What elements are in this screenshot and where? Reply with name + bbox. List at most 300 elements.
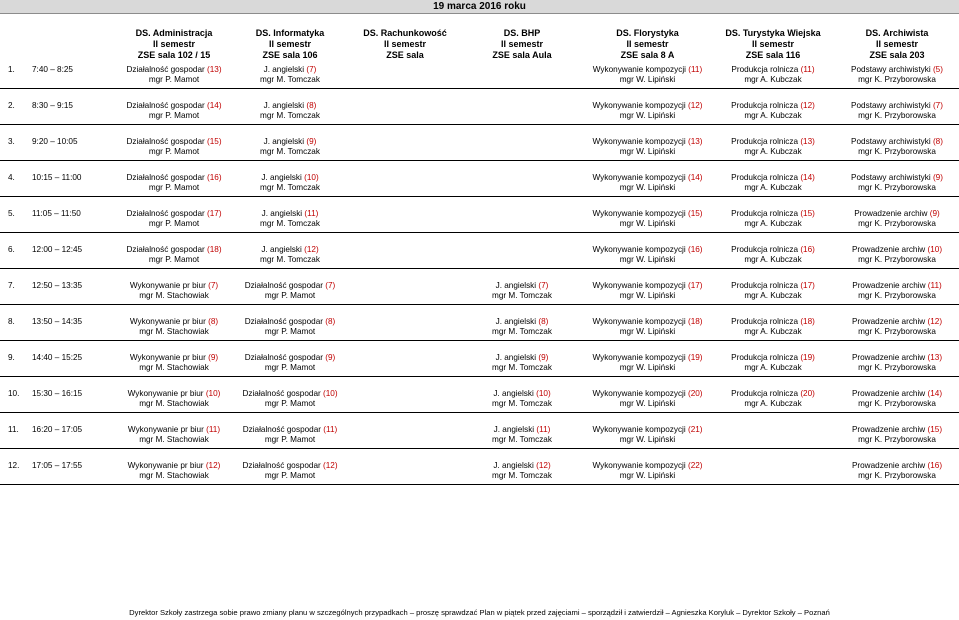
subject-name: Działalność gospodar bbox=[242, 389, 321, 398]
subject-name: Produkcja rolnicza bbox=[731, 65, 799, 74]
lesson-time-cell bbox=[0, 137, 118, 160]
subject-line bbox=[230, 245, 350, 255]
schedule-cell bbox=[230, 425, 350, 448]
schedule-cell bbox=[835, 209, 959, 232]
subject-name: Działalność gospodar bbox=[126, 173, 205, 182]
table-row bbox=[0, 137, 959, 160]
subject-name: Produkcja rolnicza bbox=[731, 317, 799, 326]
lesson-number: 1. bbox=[8, 65, 15, 74]
schedule-cell bbox=[230, 101, 350, 124]
teacher-name: mgr K. Przyborowska bbox=[858, 147, 936, 156]
schedule-cell bbox=[711, 461, 835, 484]
subject-line bbox=[460, 317, 584, 327]
session-count: (17) bbox=[207, 209, 222, 218]
subject-line bbox=[711, 281, 835, 291]
lesson-time-cell bbox=[0, 389, 118, 412]
subject-line bbox=[584, 281, 711, 291]
subject-name: Działalność gospodar bbox=[242, 461, 321, 470]
session-count: (18) bbox=[207, 245, 222, 254]
subject-name: Prowadzenie archiw bbox=[854, 209, 928, 218]
lesson-time-cell bbox=[0, 353, 118, 376]
session-count: (7) bbox=[932, 101, 943, 110]
schedule-cell bbox=[350, 389, 460, 412]
schedule-cell bbox=[835, 389, 959, 412]
subject-line bbox=[584, 353, 711, 363]
subject-line bbox=[230, 425, 350, 435]
schedule-cell bbox=[711, 317, 835, 340]
subject-line bbox=[711, 389, 835, 399]
subject-name: J. angielski bbox=[493, 425, 535, 434]
subject-name: Wykonywanie kompozycji bbox=[592, 353, 686, 362]
schedule-cell bbox=[584, 101, 711, 124]
subject-name: Wykonywanie kompozycji bbox=[592, 137, 686, 146]
schedule-cell bbox=[118, 389, 230, 412]
schedule-cell bbox=[835, 281, 959, 304]
subject-name: Podstawy archiwistyki bbox=[851, 101, 931, 110]
schedule-cell bbox=[118, 461, 230, 484]
subject-name: Wykonywanie kompozycji bbox=[592, 425, 686, 434]
teacher-name: mgr P. Mamot bbox=[264, 291, 316, 300]
schedule-cell bbox=[584, 65, 711, 88]
row-spacer bbox=[0, 232, 959, 245]
session-count: (19) bbox=[800, 353, 815, 362]
schedule-cell bbox=[118, 425, 230, 448]
teacher-name: mgr M. Stachowiak bbox=[139, 363, 209, 372]
subject-name: Wykonywanie kompozycji bbox=[592, 389, 686, 398]
teacher-name: mgr M. Tomczak bbox=[492, 327, 552, 336]
subject-name: Wykonywanie kompozycji bbox=[592, 461, 686, 470]
row-spacer bbox=[0, 340, 959, 353]
subject-line bbox=[835, 353, 959, 363]
subject-line bbox=[711, 209, 835, 219]
teacher-name: mgr P. Mamot bbox=[264, 327, 316, 336]
teacher-name: mgr K. Przyborowska bbox=[858, 435, 936, 444]
session-count: (18) bbox=[800, 317, 815, 326]
session-count: (9) bbox=[306, 137, 317, 146]
teacher-name: mgr K. Przyborowska bbox=[858, 471, 936, 480]
lesson-time: 12:00 – 12:45 bbox=[32, 245, 83, 254]
session-count: (13) bbox=[207, 65, 222, 74]
subject-line bbox=[835, 281, 959, 291]
session-count: (7) bbox=[208, 281, 219, 290]
schedule-cell bbox=[350, 137, 460, 160]
session-count: (16) bbox=[687, 245, 703, 254]
schedule-cell bbox=[460, 65, 584, 88]
subject-name: Działalność gospodar bbox=[126, 245, 205, 254]
teacher-name: mgr M. Tomczak bbox=[492, 435, 552, 444]
teacher-name: mgr W. Lipiński bbox=[619, 291, 676, 300]
subject-line bbox=[460, 353, 584, 363]
teacher-name: mgr M. Tomczak bbox=[492, 363, 552, 372]
subject-name: J. angielski bbox=[261, 245, 302, 254]
subject-line bbox=[584, 65, 711, 75]
subject-name: Prowadzenie archiw bbox=[852, 281, 926, 290]
schedule-cell bbox=[118, 65, 230, 88]
schedule-cell bbox=[350, 101, 460, 124]
subject-line bbox=[835, 245, 959, 255]
teacher-name: mgr M. Tomczak bbox=[260, 111, 320, 120]
lesson-time: 7:40 – 8:25 bbox=[32, 65, 73, 74]
schedule-cell bbox=[711, 101, 835, 124]
session-count: (10) bbox=[536, 389, 551, 398]
teacher-name: mgr A. Kubczak bbox=[744, 75, 802, 84]
subject-line bbox=[584, 461, 711, 471]
session-count: (21) bbox=[687, 425, 703, 434]
subject-name: Działalność gospodar bbox=[126, 65, 205, 74]
table-row bbox=[0, 101, 959, 124]
subject-line bbox=[118, 389, 230, 399]
column-header-florystyka: DS. Florystyka II semestr ZSE sala 8 A bbox=[616, 28, 679, 60]
subject-line bbox=[118, 101, 230, 111]
schedule-cell bbox=[711, 65, 835, 88]
subject-name: Produkcja rolnicza bbox=[731, 173, 799, 182]
teacher-name: mgr W. Lipiński bbox=[619, 183, 676, 192]
session-count: (17) bbox=[800, 281, 815, 290]
lesson-number: 8. bbox=[8, 317, 15, 326]
lesson-time-cell bbox=[0, 65, 118, 88]
session-count: (15) bbox=[207, 137, 222, 146]
session-count: (7) bbox=[306, 65, 317, 74]
subject-line bbox=[835, 461, 959, 471]
session-count: (12) bbox=[304, 245, 319, 254]
subject-name: Wykonywanie kompozycji bbox=[592, 173, 686, 182]
schedule-cell bbox=[460, 353, 584, 376]
teacher-name: mgr M. Tomczak bbox=[492, 399, 552, 408]
lesson-time: 11:05 – 11:50 bbox=[32, 209, 81, 218]
row-spacer bbox=[0, 304, 959, 317]
lesson-number: 6. bbox=[8, 245, 15, 254]
schedule-cell bbox=[711, 245, 835, 268]
session-count: (8) bbox=[208, 317, 219, 326]
session-count: (17) bbox=[687, 281, 703, 290]
schedule-cell bbox=[230, 173, 350, 196]
subject-name: Wykonywanie kompozycji bbox=[592, 209, 686, 218]
subject-line bbox=[835, 317, 959, 327]
schedule-cell bbox=[118, 101, 230, 124]
subject-line bbox=[118, 317, 230, 327]
session-count: (12) bbox=[323, 461, 338, 470]
column-header-informatyka: DS. Informatyka II semestr ZSE sala 106 bbox=[255, 28, 325, 60]
session-count: (9) bbox=[929, 209, 940, 218]
lesson-number: 11. bbox=[8, 425, 19, 434]
teacher-name: mgr P. Mamot bbox=[148, 219, 200, 228]
teacher-name: mgr A. Kubczak bbox=[744, 363, 802, 372]
teacher-name: mgr W. Lipiński bbox=[619, 147, 676, 156]
row-spacer bbox=[0, 412, 959, 425]
column-header-row bbox=[0, 28, 959, 65]
session-count: (15) bbox=[927, 425, 943, 434]
teacher-name: mgr M. Stachowiak bbox=[139, 471, 209, 480]
table-row bbox=[0, 245, 959, 268]
schedule-cell bbox=[350, 209, 460, 232]
subject-line bbox=[835, 425, 959, 435]
subject-name: Wykonywanie pr biur bbox=[127, 425, 204, 434]
schedule-cell bbox=[460, 101, 584, 124]
subject-name: Działalność gospodar bbox=[126, 137, 205, 146]
teacher-name: mgr A. Kubczak bbox=[744, 219, 802, 228]
subject-line bbox=[835, 173, 959, 183]
teacher-name: mgr A. Kubczak bbox=[744, 147, 802, 156]
schedule-cell bbox=[711, 353, 835, 376]
subject-line bbox=[230, 461, 350, 471]
schedule-cell bbox=[230, 281, 350, 304]
schedule-cell bbox=[835, 65, 959, 88]
row-spacer bbox=[0, 376, 959, 389]
subject-name: Produkcja rolnicza bbox=[731, 137, 799, 146]
subject-line bbox=[711, 317, 835, 327]
schedule-cell bbox=[584, 173, 711, 196]
subject-line bbox=[584, 173, 711, 183]
schedule-cell bbox=[711, 209, 835, 232]
session-count: (9) bbox=[208, 353, 219, 362]
teacher-name: mgr W. Lipiński bbox=[619, 363, 676, 372]
table-row bbox=[0, 353, 959, 376]
teacher-name: mgr A. Kubczak bbox=[744, 327, 802, 336]
teacher-name: mgr M. Tomczak bbox=[492, 471, 552, 480]
teacher-name: mgr K. Przyborowska bbox=[858, 363, 936, 372]
lesson-time: 17:05 – 17:55 bbox=[32, 461, 83, 470]
subject-name: Produkcja rolnicza bbox=[731, 353, 799, 362]
schedule-cell bbox=[230, 353, 350, 376]
row-spacer bbox=[0, 88, 959, 101]
schedule-cell bbox=[584, 245, 711, 268]
subject-name: Wykonywanie pr biur bbox=[129, 281, 206, 290]
subject-line bbox=[230, 353, 350, 363]
session-count: (20) bbox=[800, 389, 815, 398]
schedule-cell bbox=[584, 389, 711, 412]
session-count: (12) bbox=[205, 461, 221, 470]
subject-line bbox=[118, 245, 230, 255]
column-header-turystyka: DS. Turystyka Wiejska II semestr ZSE sala 116 bbox=[725, 28, 821, 60]
subject-line bbox=[118, 209, 230, 219]
schedule-cell bbox=[350, 425, 460, 448]
schedule-cell bbox=[118, 173, 230, 196]
session-count: (16) bbox=[207, 173, 222, 182]
schedule-cell bbox=[584, 137, 711, 160]
schedule-cell bbox=[835, 425, 959, 448]
teacher-name: mgr K. Przyborowska bbox=[858, 75, 936, 84]
subject-name: Podstawy archiwistyki bbox=[851, 65, 931, 74]
schedule-cell bbox=[118, 317, 230, 340]
subject-line bbox=[230, 101, 350, 111]
subject-name: Wykonywanie kompozycji bbox=[592, 317, 686, 326]
subject-name: Produkcja rolnicza bbox=[731, 389, 799, 398]
subject-line bbox=[711, 245, 835, 255]
subject-line bbox=[584, 209, 711, 219]
schedule-cell bbox=[711, 389, 835, 412]
session-count: (19) bbox=[687, 353, 703, 362]
schedule-cell bbox=[835, 353, 959, 376]
session-count: (9) bbox=[538, 353, 549, 362]
session-count: (12) bbox=[927, 317, 943, 326]
table-row bbox=[0, 65, 959, 88]
schedule-cell bbox=[350, 245, 460, 268]
subject-name: J. angielski bbox=[261, 173, 302, 182]
teacher-name: mgr W. Lipiński bbox=[619, 219, 676, 228]
subject-line bbox=[118, 281, 230, 291]
teacher-name: mgr W. Lipiński bbox=[619, 327, 676, 336]
teacher-name: mgr P. Mamot bbox=[148, 183, 200, 192]
lesson-time: 8:30 – 9:15 bbox=[32, 101, 73, 110]
session-count: (10) bbox=[304, 173, 319, 182]
subject-name: Wykonywanie kompozycji bbox=[592, 65, 686, 74]
subject-line bbox=[711, 101, 835, 111]
teacher-name: mgr W. Lipiński bbox=[619, 435, 676, 444]
session-count: (10) bbox=[205, 389, 221, 398]
schedule-cell bbox=[584, 353, 711, 376]
schedule-cell bbox=[460, 461, 584, 484]
subject-line bbox=[835, 137, 959, 147]
subject-name: J. angielski bbox=[263, 101, 305, 110]
subject-name: Wykonywanie pr biur bbox=[127, 389, 204, 398]
schedule-cell bbox=[584, 461, 711, 484]
lesson-time-cell bbox=[0, 209, 118, 232]
session-count: (16) bbox=[927, 461, 943, 470]
session-count: (14) bbox=[207, 101, 222, 110]
teacher-name: mgr M. Tomczak bbox=[492, 291, 552, 300]
row-spacer bbox=[0, 160, 959, 173]
subject-name: Prowadzenie archiw bbox=[851, 353, 926, 362]
teacher-name: mgr A. Kubczak bbox=[744, 111, 802, 120]
subject-name: J. angielski bbox=[495, 317, 537, 326]
teacher-name: mgr K. Przyborowska bbox=[858, 327, 936, 336]
subject-line bbox=[711, 353, 835, 363]
schedule-cell bbox=[584, 209, 711, 232]
schedule-cell bbox=[460, 245, 584, 268]
schedule-cell bbox=[584, 425, 711, 448]
table-row bbox=[0, 209, 959, 232]
subject-name: J. angielski bbox=[263, 65, 305, 74]
lesson-time: 14:40 – 15:25 bbox=[32, 353, 83, 362]
lesson-time: 9:20 – 10:05 bbox=[32, 137, 78, 146]
subject-line bbox=[118, 461, 230, 471]
subject-name: Podstawy archiwistyki bbox=[851, 137, 931, 146]
subject-name: Działalność gospodar bbox=[244, 317, 323, 326]
teacher-name: mgr A. Kubczak bbox=[744, 399, 802, 408]
lesson-time-cell bbox=[0, 281, 118, 304]
teacher-name: mgr W. Lipiński bbox=[619, 255, 676, 264]
session-count: (10) bbox=[323, 389, 338, 398]
schedule-cell bbox=[584, 317, 711, 340]
schedule-cell bbox=[350, 317, 460, 340]
teacher-name: mgr P. Mamot bbox=[264, 399, 316, 408]
subject-name: Prowadzenie archiw bbox=[851, 461, 926, 470]
subject-line bbox=[460, 425, 584, 435]
subject-name: Prowadzenie archiw bbox=[851, 317, 926, 326]
schedule-cell bbox=[350, 281, 460, 304]
subject-line bbox=[584, 425, 711, 435]
subject-name: Wykonywanie pr biur bbox=[129, 353, 206, 362]
session-count: (18) bbox=[687, 317, 703, 326]
subject-name: Działalność gospodar bbox=[244, 353, 323, 362]
schedule-cell bbox=[230, 245, 350, 268]
table-row bbox=[0, 317, 959, 340]
teacher-name: mgr M. Tomczak bbox=[260, 147, 320, 156]
session-count: (14) bbox=[927, 389, 943, 398]
schedule-cell bbox=[460, 425, 584, 448]
subject-name: Działalność gospodar bbox=[126, 209, 205, 218]
session-count: (8) bbox=[325, 317, 336, 326]
schedule-cell bbox=[230, 461, 350, 484]
schedule-cell bbox=[835, 245, 959, 268]
teacher-name: mgr W. Lipiński bbox=[619, 75, 676, 84]
subject-line bbox=[711, 173, 835, 183]
subject-name: Prowadzenie archiw bbox=[851, 389, 926, 398]
row-spacer bbox=[0, 268, 959, 281]
session-count: (8) bbox=[306, 101, 317, 110]
subject-line bbox=[230, 137, 350, 147]
schedule-cell bbox=[230, 65, 350, 88]
schedule-cell bbox=[835, 137, 959, 160]
subject-line bbox=[230, 281, 350, 291]
schedule-cell bbox=[711, 137, 835, 160]
teacher-name: mgr M. Stachowiak bbox=[139, 399, 209, 408]
teacher-name: mgr P. Mamot bbox=[148, 147, 200, 156]
teacher-name: mgr K. Przyborowska bbox=[858, 111, 936, 120]
table-row bbox=[0, 461, 959, 484]
lesson-time-cell bbox=[0, 101, 118, 124]
schedule-cell bbox=[835, 317, 959, 340]
session-count: (5) bbox=[932, 65, 943, 74]
teacher-name: mgr K. Przyborowska bbox=[858, 291, 936, 300]
subject-name: J. angielski bbox=[495, 353, 537, 362]
teacher-name: mgr P. Mamot bbox=[264, 363, 316, 372]
schedule-cell bbox=[350, 461, 460, 484]
lesson-number: 10. bbox=[8, 389, 20, 398]
session-count: (8) bbox=[538, 317, 549, 326]
subject-name: J. angielski bbox=[493, 461, 534, 470]
session-count: (11) bbox=[206, 425, 221, 434]
schedule-cell bbox=[711, 425, 835, 448]
teacher-name: mgr M. Tomczak bbox=[260, 75, 320, 84]
schedule-cell bbox=[350, 173, 460, 196]
subject-name: Wykonywanie kompozycji bbox=[592, 101, 686, 110]
schedule-cell bbox=[711, 173, 835, 196]
session-count: (7) bbox=[538, 281, 549, 290]
subject-line bbox=[460, 389, 584, 399]
teacher-name: mgr M. Stachowiak bbox=[139, 291, 209, 300]
session-count: (9) bbox=[325, 353, 336, 362]
schedule-body bbox=[0, 65, 959, 484]
teacher-name: mgr P. Mamot bbox=[148, 111, 200, 120]
table-row bbox=[0, 389, 959, 412]
schedule-cell bbox=[460, 137, 584, 160]
lesson-number: 4. bbox=[8, 173, 15, 182]
schedule-cell bbox=[711, 281, 835, 304]
session-count: (14) bbox=[687, 173, 703, 182]
session-count: (15) bbox=[800, 209, 815, 218]
subject-line bbox=[835, 389, 959, 399]
subject-line bbox=[584, 317, 711, 327]
session-count: (11) bbox=[800, 65, 815, 74]
schedule-cell bbox=[230, 209, 350, 232]
subject-name: J. angielski bbox=[495, 281, 537, 290]
session-count: (14) bbox=[800, 173, 815, 182]
schedule-cell bbox=[835, 173, 959, 196]
session-count: (13) bbox=[687, 137, 703, 146]
schedule-cell bbox=[118, 245, 230, 268]
subject-line bbox=[230, 209, 350, 219]
teacher-name: mgr K. Przyborowska bbox=[858, 183, 936, 192]
lesson-number: 3. bbox=[8, 137, 15, 146]
session-count: (20) bbox=[687, 389, 703, 398]
schedule-cell bbox=[230, 137, 350, 160]
table-row bbox=[0, 173, 959, 196]
column-header-rachunkowosc: DS. Rachunkowość II semestr ZSE sala bbox=[363, 28, 447, 60]
session-count: (16) bbox=[800, 245, 815, 254]
row-spacer bbox=[0, 196, 959, 209]
lesson-column-header bbox=[0, 28, 118, 65]
